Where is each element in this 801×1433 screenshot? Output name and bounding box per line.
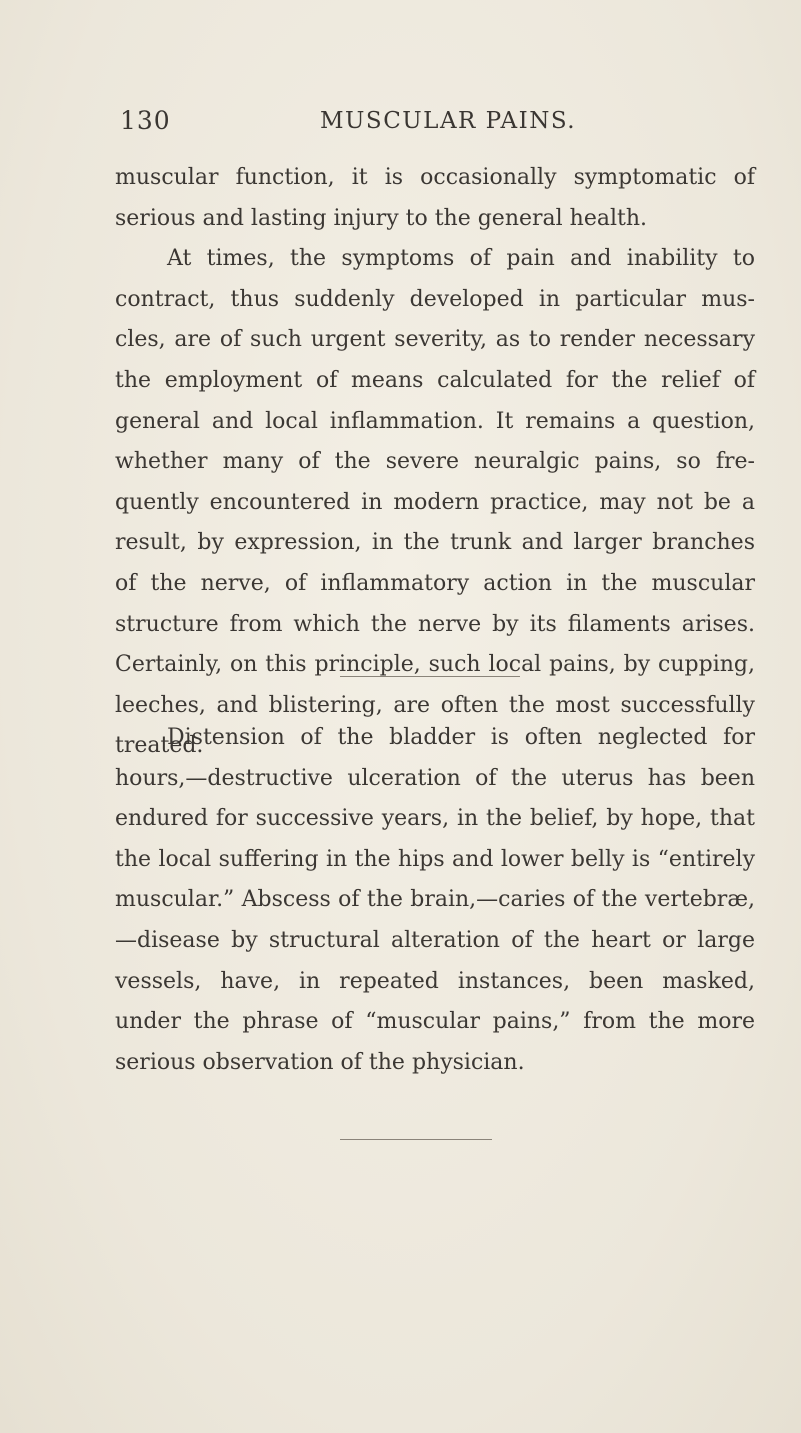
paragraph-neuralgic-pains: At times, the symptoms of pain and inability to contract, thus suddenly developed in particular mus- cles, are of such urgent severity, as to render necessary the employment of means calculated for the relief of general and local inflammation. It remains a question, whether many of the severe neuralgic pains, so fre- quently encountered in modern practice, may not be a result, by expression, in the trunk and larger branches of the nerve, of inflammatory action in the muscular structure from which the nerve by its filaments arises. Certainly, on this principle, such local pains, by cupping, leeches, and blistering, are often the most successfully treated. [115, 246, 755, 759]
paragraph-continuation: muscular function, it is occasionally symptomatic of serious and lasting injury to the general health. [115, 165, 755, 231]
end-divider [340, 1139, 492, 1140]
page-number: 130 [120, 106, 171, 135]
running-title: MUSCULAR PAINS. [320, 108, 577, 134]
section-divider [340, 676, 520, 677]
text-block-lower [115, 718, 755, 1083]
paragraph-distension: Distension of the bladder is often neglected for hours,—destructive ulceration of the uterus has been endured for successive years, in the belief, by hope, that the local suffering in the hips and lower belly is “entirely muscular.” Abscess of the brain,—caries of the vertebræ,—disease by structural alteration of the heart or large vessels, have, in repeated instances, been masked, under the phrase of “muscular pains,” from the more serious observation of the physician. [115, 725, 755, 1075]
running-head [120, 106, 760, 140]
